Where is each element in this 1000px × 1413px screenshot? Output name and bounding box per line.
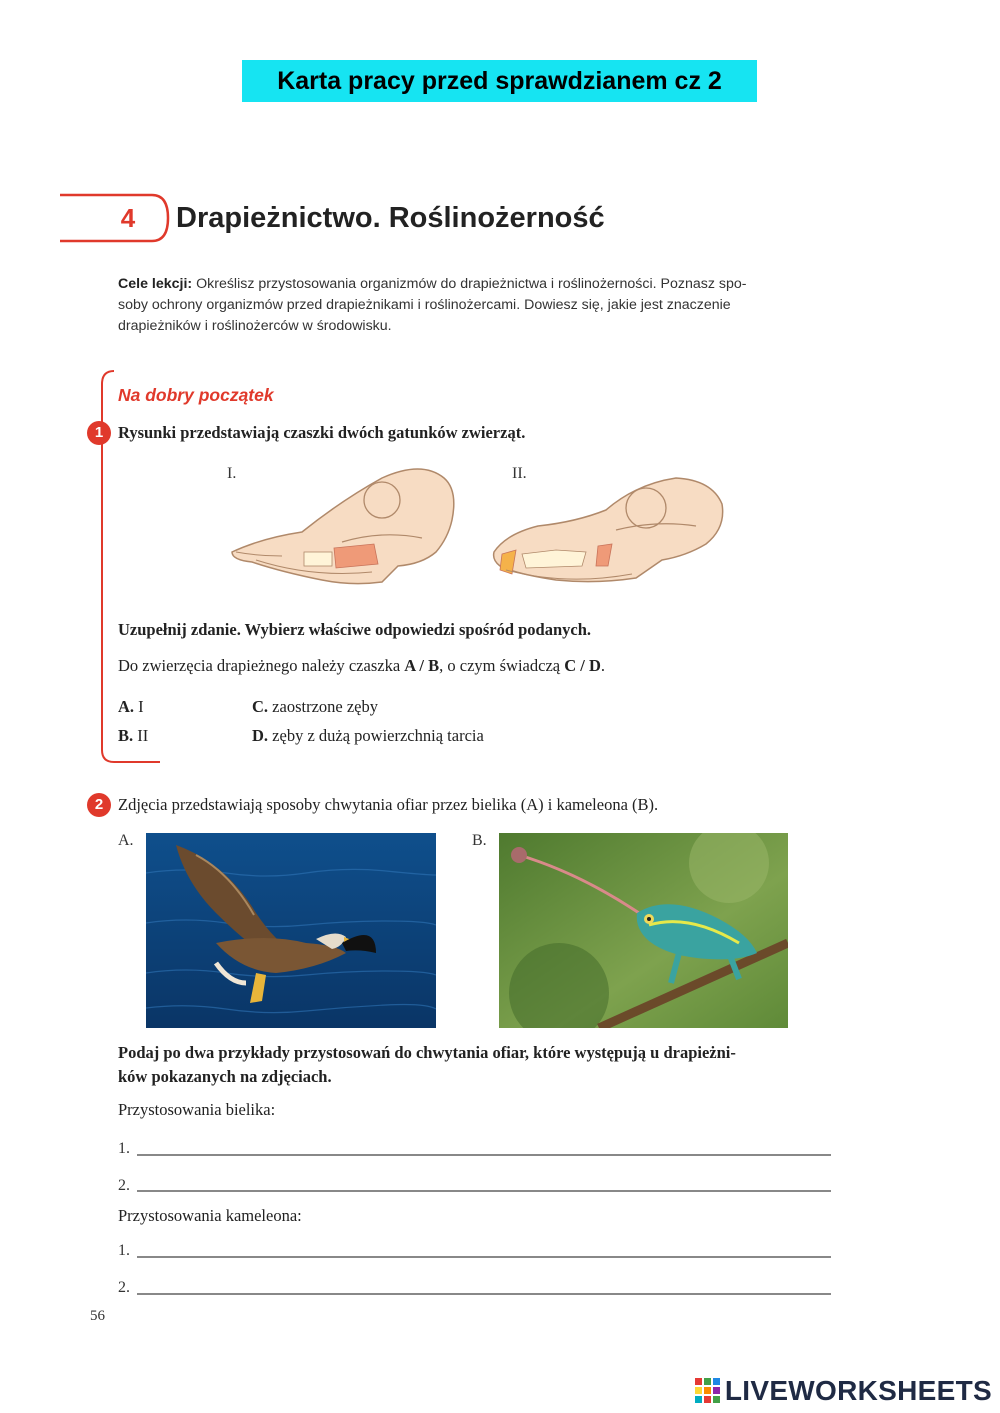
eagle-line-2-number: 2. bbox=[118, 1177, 130, 1194]
choice-ab[interactable]: A / B bbox=[404, 656, 440, 675]
option-c-letter: C. bbox=[252, 697, 269, 716]
photo-label-b: B. bbox=[472, 832, 487, 849]
lesson-goals bbox=[118, 274, 833, 337]
goals-line-1: Określisz przystosowania organizmów do drapieżnictwa i roślinożerności. Poznasz spo- bbox=[196, 276, 747, 292]
goals-line-3: drapieżników i roślinożerców w środowisku. bbox=[118, 318, 392, 334]
task-2-instruction-line-1: Podaj po dwa przykłady przystosowań do chwytania ofiar, które występują u drapieżni- bbox=[118, 1043, 736, 1062]
option-d-text: zęby z dużą powierzchnią tarcia bbox=[272, 726, 484, 745]
choice-cd[interactable]: C / D bbox=[564, 656, 601, 675]
task-1-prompt: Rysunki przedstawiają czaszki dwóch gatunków zwierząt. bbox=[118, 423, 526, 442]
option-b[interactable] bbox=[118, 726, 148, 746]
task-2-badge: 2 bbox=[87, 793, 111, 817]
brand-name: LIVEWORKSHEETS bbox=[724, 1375, 992, 1406]
eagle-answer-line-2[interactable] bbox=[137, 1190, 831, 1192]
photo-label-a: A. bbox=[118, 832, 134, 849]
chameleon-line-2-number: 2. bbox=[118, 1279, 130, 1296]
skull-label-1: I. bbox=[227, 465, 237, 482]
task-2-prompt: Zdjęcia przedstawiają sposoby chwytania ofiar przez bielika (A) i kameleona (B). bbox=[118, 795, 659, 814]
sentence-part-2: , o czym świadczą bbox=[439, 656, 561, 675]
skull-label-2: II. bbox=[512, 465, 527, 482]
option-d-letter: D. bbox=[252, 726, 269, 745]
chameleon-answer-line-2[interactable] bbox=[137, 1293, 831, 1295]
option-a-letter: A. bbox=[118, 697, 135, 716]
chameleon-line-1-number: 1. bbox=[118, 1242, 130, 1259]
chameleon-answer-line-1[interactable] bbox=[137, 1256, 831, 1258]
option-a[interactable] bbox=[118, 697, 144, 717]
goals-label: Cele lekcji: bbox=[118, 276, 193, 292]
task-1-badge: 1 bbox=[87, 421, 111, 445]
task-2-instruction-line-2: ków pokazanych na zdjęciach. bbox=[118, 1067, 332, 1086]
brand-logo bbox=[695, 1376, 992, 1406]
eagle-adaptations-label: Przystosowania bielika: bbox=[118, 1100, 276, 1119]
option-a-text: I bbox=[138, 697, 144, 716]
chameleon-photo bbox=[499, 833, 788, 1028]
task-1-sentence bbox=[118, 656, 605, 676]
page-number: 56 bbox=[90, 1308, 105, 1324]
option-d[interactable] bbox=[252, 726, 484, 746]
goals-line-2: soby ochrony organizmów przed drapieżnikami i roślinożercami. Dowiesz się, jakie jest znaczenie bbox=[118, 297, 731, 313]
chapter-title: Drapieżnictwo. Roślinożerność bbox=[176, 202, 605, 234]
skull-herbivore-illustration bbox=[222, 460, 462, 600]
worksheet-title: Karta pracy przed sprawdzianem cz 2 bbox=[242, 60, 757, 102]
eagle-photo bbox=[146, 833, 436, 1028]
option-c[interactable] bbox=[252, 697, 378, 717]
eagle-line-1-number: 1. bbox=[118, 1140, 130, 1157]
sentence-end: . bbox=[600, 656, 606, 675]
chapter-number: 4 bbox=[120, 203, 136, 233]
chameleon-adaptations-label: Przystosowania kameleona: bbox=[118, 1206, 302, 1225]
option-b-letter: B. bbox=[118, 726, 134, 745]
option-c-text: zaostrzone zęby bbox=[272, 697, 378, 716]
section-label: Na dobry początek bbox=[118, 385, 274, 405]
sentence-part-1: Do zwierzęcia drapieżnego należy czaszka bbox=[118, 656, 401, 675]
skull-carnivore-illustration bbox=[494, 478, 723, 582]
eagle-answer-line-1[interactable] bbox=[137, 1154, 831, 1156]
option-b-text: II bbox=[137, 726, 149, 745]
task-1-instruction: Uzupełnij zdanie. Wybierz właściwe odpowiedzi spośród podanych. bbox=[118, 620, 592, 639]
brand-blocks-icon bbox=[695, 1378, 721, 1404]
